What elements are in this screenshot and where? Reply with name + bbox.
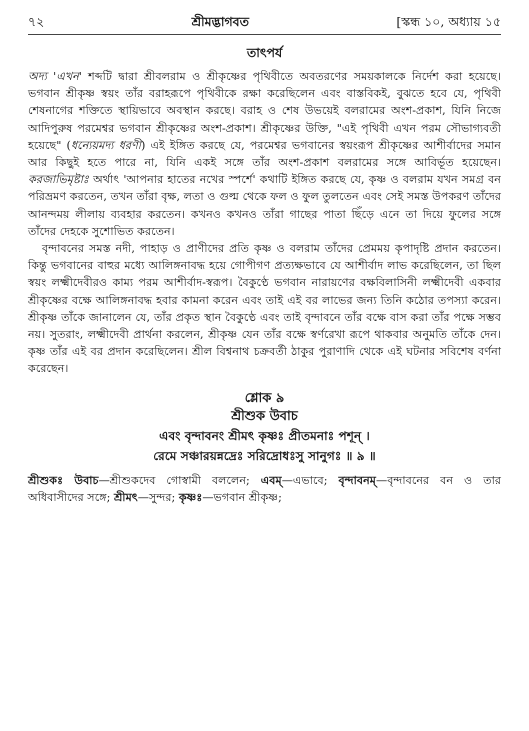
- synonym-meaning: —শ্রীশুকদেব গোস্বামী বললেন;: [98, 473, 261, 487]
- synonym-meaning: —সুন্দর;: [137, 490, 179, 504]
- paragraph-text: শব্দটি দ্বারা শ্রীবলরাম ও শ্রীকৃষ্ণের পৃথিবীতে অবতরণের সময়কালকে নির্দেশ করা হয়েছে। ভগবান শ্রীকৃষ্ণ স্বয়ং তাঁর বরাহরূপে পৃথিবীকে রক্ষা করেছিলেন এবং বাস্তবিকই, বুঝতে হবে যে, পৃথিবী শেষনাগের শক্তিতে স্থায়িভাবে অবস্থান করছে। বরাহ ও শেষ উভয়েই বলরামের অংশ-প্রকাশ, যিনি নিজে আদিপুরুষ পরমেশ্বর ভগবান শ্রীকৃষ্ণের অংশ-প্রকাশ। শ্রীকৃষ্ণের উক্তি, "এই পৃথিবী এখন পরম সৌভাগ্যবতী হয়েছে" (: [28, 70, 501, 152]
- paragraph-text: ) এই ইঙ্গিত করছে যে, পরমেশ্বর ভগবানের স্বয়ংরূপ শ্রীকৃষ্ণের আশীর্বাদের সমান আর কিছুই হতে পারে না, যিনি একই সঙ্গে তাঁর অংশ-প্রকাশ বলরামের সঙ্গে আবির্ভূত হয়েছেন।: [28, 138, 501, 170]
- book-title: শ্রীমদ্ভাগবত: [191, 14, 249, 29]
- synonym-meaning: —ভগবান শ্রীকৃষ্ণ;: [202, 490, 282, 504]
- synonym-word: এবম্: [260, 472, 282, 487]
- verse-block: [28, 390, 501, 466]
- page-number: ৭২: [28, 14, 45, 29]
- synonym-word: শ্রীশুকঃ উবাচ: [28, 472, 99, 487]
- page-header: [28, 14, 501, 35]
- sanskrit-term: করজাভিমৃষ্টাঃ: [28, 173, 89, 187]
- verse-line-1: এবং বৃন্দাবনং শ্রীমৎ কৃষ্ণঃ প্রীতমনাঃ পশূন্ ।: [159, 428, 370, 443]
- synonym-word: বৃন্দাবনম্: [338, 472, 377, 487]
- synonym-word: শ্রীমৎ: [113, 489, 138, 504]
- verse-line-2: রেমে সঞ্চারয়ন্নদ্রেঃ সরিদ্রোধঃসু সানুগঃ ॥ ৯ ॥: [153, 448, 376, 463]
- sanskrit-term: ধন্যেয়মদ্য ধরণী: [70, 138, 141, 152]
- chapter-reference: [স্কন্ধ ১০, অধ্যায় ১৫: [396, 14, 501, 29]
- synonym-meaning: —বৃন্দাবনের বন ও তার অধিবাসীদের সঙ্গে;: [28, 473, 501, 504]
- purport-paragraph-1: [28, 68, 501, 240]
- verse-number: শ্লোক ৯: [244, 390, 285, 406]
- synonym-word: কৃষ্ণঃ: [178, 489, 203, 504]
- purport-heading: তাৎপর্য: [246, 45, 283, 60]
- paragraph-text: অর্থাৎ 'আপনার হাতের নখের স্পর্শে' কথাটি ইঙ্গিত করছে যে, কৃষ্ণ ও বলরাম যখন সমগ্র বন পরিভ্রমণ করতেন, তখন তাঁরা বৃক্ষ, লতা ও গুল্ম থেকে ফল ও ফুল তুলতেন এবং সেই সমস্ত উপকরণ তাঁদের আনন্দময় লীলায় ব্যবহার করতেন। কখনও কখনও তাঁরা গাছের পাতা ছিঁড়ে এনে তা দিয়ে ফুলের সঙ্গে তাঁদের দেহকে সুশোভিত করতেন।: [28, 173, 501, 238]
- sanskrit-term: অদ্য 'এখন': [28, 70, 82, 83]
- verse-speaker: শ্রীশুক উবাচ: [231, 408, 298, 424]
- synonyms: [28, 472, 501, 506]
- synonym-meaning: —এভাবে;: [281, 473, 339, 487]
- purport-paragraph-2: বৃন্দাবনের সমস্ত নদী, পাহাড় ও প্রাণীদের প্রতি কৃষ্ণ ও বলরাম তাঁদের প্রেমময় কৃপাদৃষ্টি প্রদান করতেন। কিন্তু ভগবানের বাহুর মধ্যে আলিঙ্গনাবদ্ধ হয়ে গোপীগণ প্রত্যক্ষভাবে যে আশীর্বাদ লাভ করেছিলেন, তা ছিল স্বয়ং লক্ষ্মীদেবীরও কাম্য পরম আশীর্বাদ-স্বরূপ। বৈকুণ্ঠে ভগবান নারায়ণের বক্ষবিলাসিনী লক্ষ্মীদেবী একবার শ্রীকৃষ্ণের বক্ষে আলিঙ্গনাবদ্ধ হবার কামনা করেন এবং তাই এই বর লাভের জন্য তিনি কঠোর তপস্যা করেন। শ্রীকৃষ্ণ তাঁকে জানালেন যে, তাঁর প্রকৃত স্থান বৈকুণ্ঠে এবং তাই বৃন্দাবনে তাঁর বক্ষে বাস করা তাঁর পক্ষে সম্ভব নয়। সুতরাং, লক্ষ্মীদেবী প্রার্থনা করলেন, শ্রীকৃষ্ণ যেন তাঁর বক্ষে স্বর্ণরেখা রূপে থাকবার অনুমতি তাঁকে দেন। কৃষ্ণ তাঁর এই বর প্রদান করেছিলেন। শ্রীল বিশ্বনাথ চক্রবর্তী ঠাকুর পুরাণাদি থেকে এই ঘটনার সবিশেষ বর্ণনা করেছেন।: [28, 242, 501, 376]
